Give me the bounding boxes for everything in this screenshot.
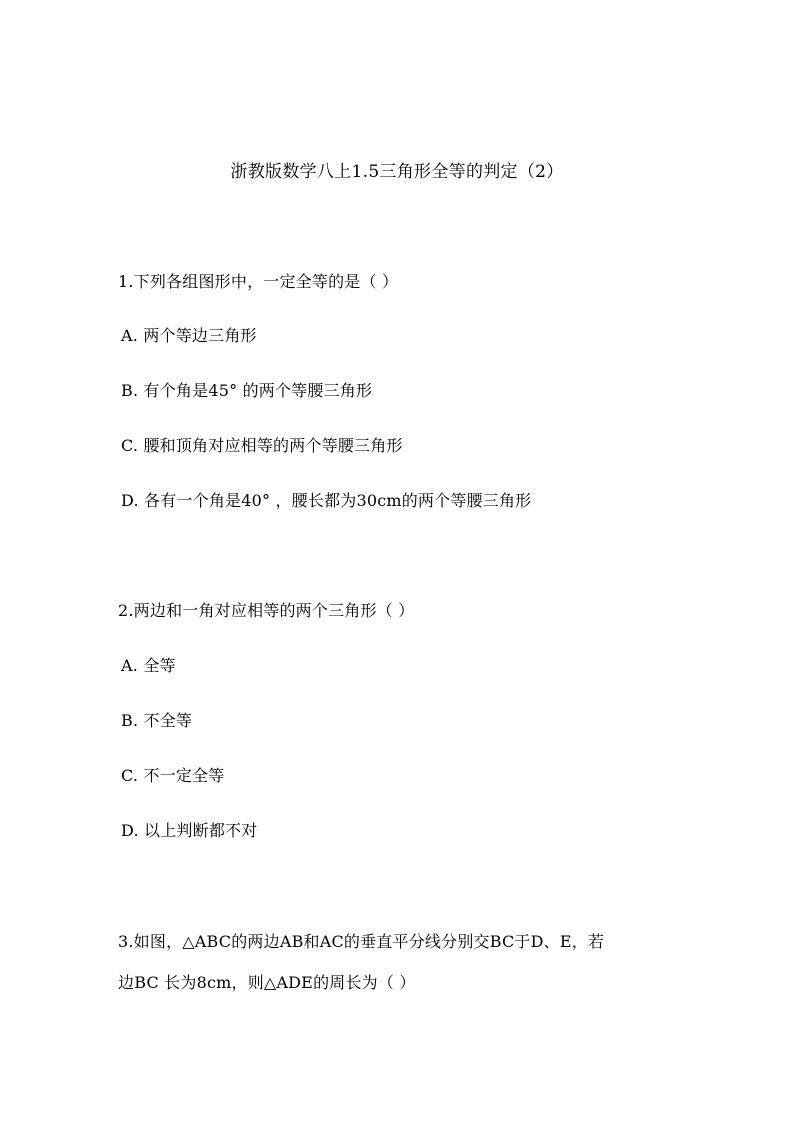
question-1-stem: 1.下列各组图形中，一定全等的是（ ） — [118, 272, 399, 291]
question-2-option-c: C. 不一定全等 — [121, 766, 225, 785]
question-1-option-b: B. 有个角是45° 的两个等腰三角形 — [121, 381, 373, 400]
question-1-option-c: C. 腰和顶角对应相等的两个等腰三角形 — [121, 436, 403, 455]
question-2-option-a: A. 全等 — [121, 656, 176, 675]
question-2-stem: 2.两边和一角对应相等的两个三角形（ ） — [118, 601, 415, 620]
question-1-option-a: A. 两个等边三角形 — [121, 326, 257, 345]
question-3-stem-line-2: 边BC 长为8cm，则△ADE的周长为（ ） — [118, 973, 416, 992]
question-1-option-d: D. 各有一个角是40° ，腰长都为30cm的两个等腰三角形 — [121, 491, 532, 510]
question-3-stem-line-1: 3.如图，△ABC的两边AB和AC的垂直平分线分别交BC于D、E，若 — [118, 932, 605, 951]
page-title: 浙教版数学八上1.5三角形全等的判定（2） — [230, 162, 564, 182]
question-2-option-d: D. 以上判断都不对 — [121, 821, 258, 840]
question-2-option-b: B. 不全等 — [121, 711, 193, 730]
